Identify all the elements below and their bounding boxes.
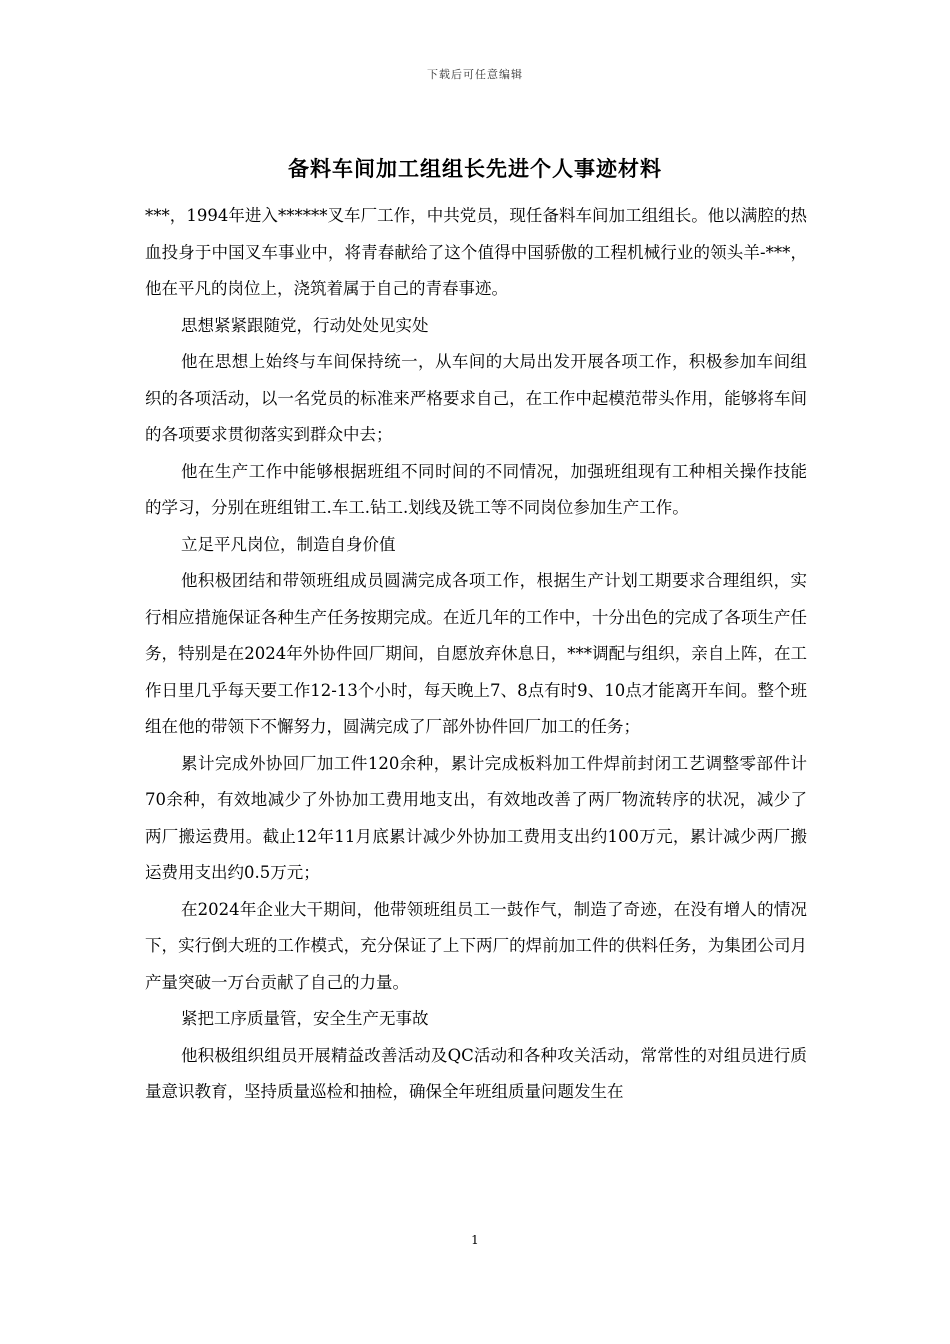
- body-paragraph: 立足平凡岗位，制造自身价值: [181, 534, 396, 554]
- body-paragraph: 他在生产工作中能够根据班组不同时间的不同情况，加强班组现有工种相关操作技能的学习，分别在班组钳工.车工.钻工.划线及铣工等不同岗位参加生产工作。: [145, 461, 807, 517]
- body-paragraph: 他在思想上始终与车间保持统一，从车间的大局出发开展各项工作，积极参加车间组织的各项活动，以一名党员的标准来严格要求自己，在工作中起模范带头作用，能够将车间的各项要求贯彻落实到群众中去；: [145, 352, 807, 444]
- body-paragraph: 思想紧紧跟随党，行动处处见实处: [181, 315, 429, 335]
- body-paragraph: 在2024年企业大干期间，他带领班组员工一鼓作气，制造了奇迹，在没有增人的情况下，实行倒大班的工作模式，充分保证了上下两厂的焊前加工件的供料任务，为集团公司月产量突破一万台贡献了自己的力量。: [145, 899, 807, 992]
- document-body: [145, 198, 807, 1111]
- page-header: 下载后可任意编辑: [427, 68, 523, 81]
- body-paragraph: 他积极团结和带领班组成员圆满完成各项工作，根据生产计划工期要求合理组织，实行相应措施保证各种生产任务按期完成。在近几年的工作中，十分出色的完成了各项生产任务，特别是在2024年外协件回厂期间，自愿放弃休息日，***调配与组织，亲自上阵，在工作日里几乎每天要工作12-13个小时，每天晚上7、8点有时9、10点才能离开车间。整个班组在他的带领下不懈努力，圆满完成了厂部外协件回厂加工的任务；: [145, 571, 807, 736]
- body-paragraph: 紧把工序质量管，安全生产无事故: [181, 1009, 429, 1028]
- document-title: 备料车间加工组组长先进个人事迹材料: [288, 156, 662, 181]
- page-number: 1: [471, 1233, 479, 1247]
- body-paragraph: ***，1994年进入******叉车厂工作，中共党员，现任备料车间加工组组长。他以满腔的热血投身于中国叉车事业中，将青春献给了这个值得中国骄傲的工程机械行业的领头羊-***，他在平凡的岗位上，浇筑着属于自己的青春事迹。: [145, 206, 807, 298]
- body-paragraph: 他积极组织组员开展精益改善活动及QC活动和各种攻关活动，常常性的对组员进行质量意识教育，坚持质量巡检和抽检，确保全年班组质量问题发生在: [145, 1045, 807, 1101]
- body-paragraph: 累计完成外协回厂加工件120余种，累计完成板料加工件焊前封闭工艺调整零部件计70余种，有效地减少了外协加工费用地支出，有效地改善了两厂物流转序的状况，减少了两厂搬运费用。截止12年11月底累计减少外协加工费用支出约100万元，累计减少两厂搬运费用支出约0.5万元；: [145, 753, 807, 882]
